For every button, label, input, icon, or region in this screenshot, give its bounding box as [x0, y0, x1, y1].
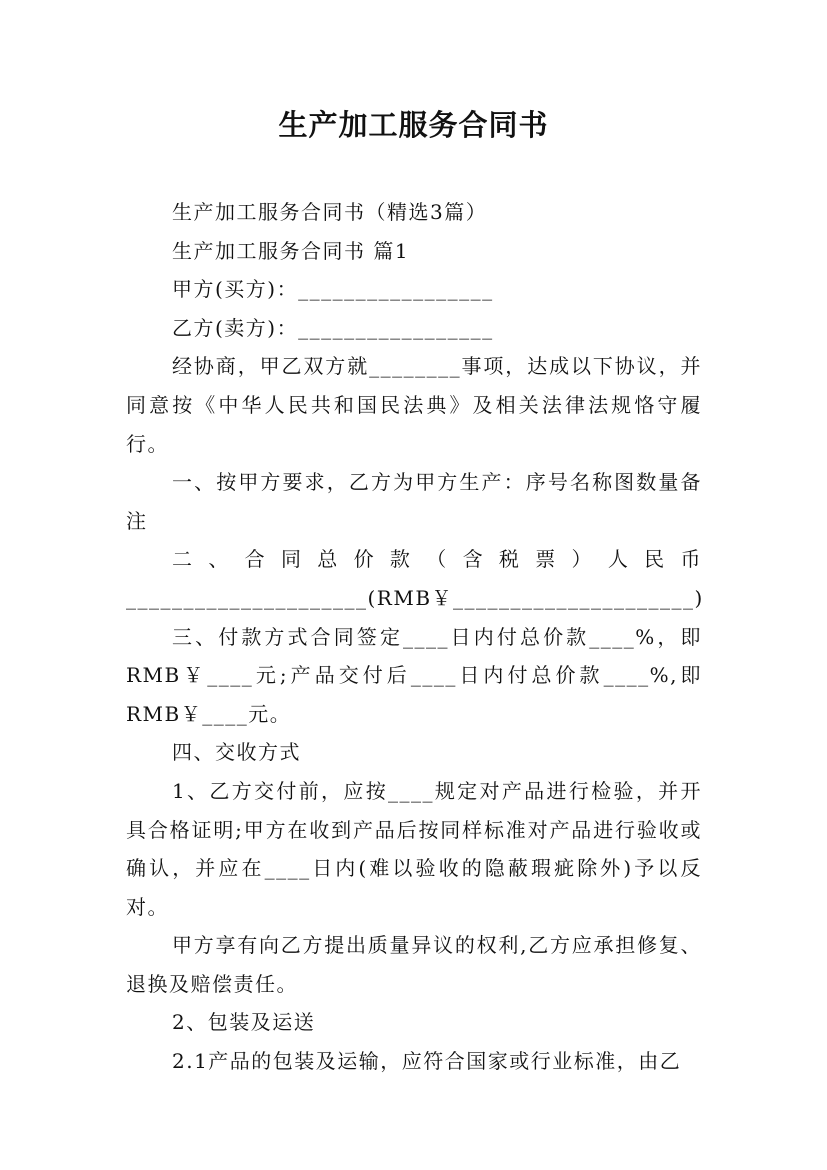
paragraph-clause-4-2-1: 2.1产品的包装及运输，应符合国家或行业标准，由乙 — [172, 1049, 682, 1074]
paragraph-section-heading: 生产加工服务合同书 篇1 — [172, 238, 410, 263]
paragraph-agreement: 经协商，甲乙双方就________事项，达成以下协议，并同意按《中华人民共和国民法典》及相关法律法规恪守履行。 — [126, 354, 702, 456]
document-title: 生产加工服务合同书 — [278, 108, 549, 142]
paragraph-clause-1: 一、按甲方要求，乙方为甲方生产：序号名称图数量备注 — [126, 470, 702, 533]
paragraph-clause-4-2: 2、包装及运送 — [172, 1010, 316, 1035]
document-body — [126, 193, 702, 1081]
paragraph-clause-4-1: 1、乙方交付前，应按____规定对产品进行检验，并开具合格证明;甲方在收到产品后按同样标准对产品进行验收或确认，并应在____日内(难以验收的隐蔽瑕疵除外)予以反对。 — [126, 778, 702, 919]
paragraph-clause-4: 四、交收方式 — [172, 740, 301, 765]
paragraph-clause-2: 二、合同总价款（含税票）人民币 — [172, 547, 702, 572]
paragraph-subtitle: 生产加工服务合同书（精选3篇） — [172, 200, 488, 224]
paragraph-quality-objection: 甲方享有向乙方提出质量异议的权利,乙方应承担修复、退换及赔偿责任。 — [126, 933, 702, 996]
paragraph-party-a: 甲方(买方)：_________________ — [172, 277, 494, 302]
paragraph-clause-3: 三、付款方式合同签定____日内付总价款____%，即RMB￥____元;产品交付后____日内付总价款____%,即RMB￥____元。 — [126, 624, 702, 726]
paragraph-clause-2-amount: _____________________(RMB￥_____________________) — [126, 585, 704, 610]
paragraph-party-b: 乙方(卖方)：_________________ — [172, 315, 494, 340]
